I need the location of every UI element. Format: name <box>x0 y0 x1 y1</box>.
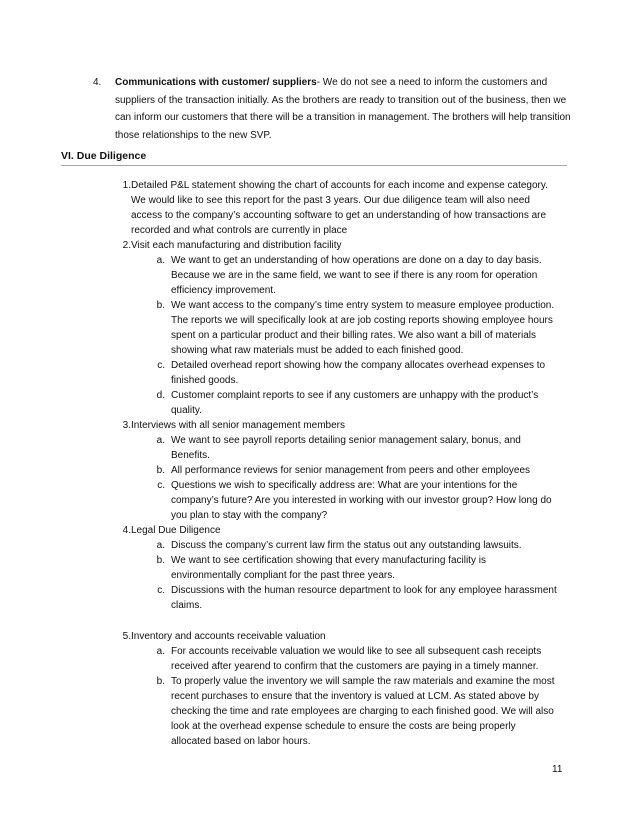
item-body: - We do not see a need to inform the customers and suppliers of the transaction initially. As the brothers are ready to transition out of the business, then we can inform our customers that there will be a transition in management. The brothers will help transition those relationships to the new SVP. <box>115 77 571 141</box>
sub-list-text: Questions we wish to specifically address are: What are your intentions for the company’s future? Are you interested in working with our investor group? How long do you plan to stay with the company? <box>171 480 552 521</box>
sub-list-letter: d. <box>156 390 165 401</box>
sub-list-text: To properly value the inventory we will sample the raw materials and examine the most recent purchases to ensure that the inventory is valued at LCM. As stated above by checking the time and rate employees are charging to each finished good. We will also look at the overhead expense schedule to ensure the costs are being properly allocated based on labor hours. <box>171 676 555 747</box>
sub-list-letter: c. <box>157 480 165 491</box>
sub-list-letter: a. <box>156 646 165 657</box>
sub-list-text: Discussions with the human resource department to look for any employee harassment claims. <box>171 585 557 611</box>
list-item-text: Inventory and accounts receivable valuation <box>131 631 326 642</box>
sub-list-text: We want to get an understanding of how operations are done on a day to day basis. Because we are in the same field, we want to see if there is any room for operation efficiency improvement. <box>171 255 542 296</box>
list-item-text: Interviews with all senior management members <box>131 420 345 431</box>
section-divider <box>61 165 567 166</box>
list-number: 2. <box>122 240 131 251</box>
list-item-text: Visit each manufacturing and distribution facility <box>131 240 342 251</box>
sub-list-item <box>61 358 561 388</box>
due-diligence-list-continued <box>61 629 561 749</box>
list-item-communications <box>93 74 573 144</box>
list-number: 3. <box>122 420 131 431</box>
sub-list-text: We want access to the company’s time entry system to measure employee production. The reports we will specifically look at are job costing reports showing employee hours spent on a particular product and their billing rates. We also want a bill of materials showing what raw materials must be added to each finished good. <box>171 300 555 356</box>
list-item <box>61 523 561 538</box>
sub-list-text: Discuss the company’s current law firm the status out any outstanding lawsuits. <box>171 540 522 551</box>
sub-list-item <box>61 553 561 583</box>
list-number: 1. <box>122 180 131 191</box>
sub-list-item <box>61 433 561 463</box>
sub-list-letter: a. <box>156 435 165 446</box>
sub-list-item <box>61 253 561 298</box>
sub-list-item <box>61 463 561 478</box>
sub-list-text: All performance reviews for senior management from peers and other employees <box>171 465 531 476</box>
sub-list-item <box>61 478 561 523</box>
list-item <box>61 629 561 644</box>
list-item <box>61 178 561 238</box>
sub-list-text: We want to see certification showing that every manufacturing facility is environmentally compliant for the past three years. <box>171 555 486 581</box>
section-heading: VI. Due Diligence <box>61 150 147 162</box>
sub-list-item <box>61 583 561 613</box>
sub-list-text: For accounts receivable valuation we would like to see all subsequent cash receipts received after yearend to confirm that the customers are paying in a timely manner. <box>171 646 542 672</box>
sub-list-letter: c. <box>157 585 165 596</box>
due-diligence-list <box>61 178 561 613</box>
sub-list-item <box>61 388 561 418</box>
list-item <box>61 238 561 253</box>
page-number: 11 <box>552 764 563 775</box>
list-item-text: Detailed P&L statement showing the chart of accounts for each income and expense category. We would like to see this report for the past 3 years. Our due diligence team will also need access to the company’s accounting software to get an understanding of how transactions are recorded and what controls are currently in place <box>131 180 548 236</box>
list-number: 4. <box>122 525 131 536</box>
sub-list-item <box>61 674 561 749</box>
sub-list-text: Detailed overhead report showing how the company allocates overhead expenses to finished goods. <box>171 360 546 386</box>
sub-list-text: We want to see payroll reports detailing senior management salary, bonus, and Benefits. <box>171 435 521 461</box>
sub-list-item <box>61 298 561 358</box>
sub-list-letter: c. <box>157 360 165 371</box>
sub-list-letter: a. <box>156 255 165 266</box>
sub-list-letter: b. <box>156 676 165 687</box>
sub-list-letter: b. <box>156 300 165 311</box>
list-number: 4. <box>93 77 102 88</box>
sub-list-item <box>61 644 561 674</box>
list-item-text: Legal Due Diligence <box>131 525 221 536</box>
sub-list-text: Customer complaint reports to see if any customers are unhappy with the product’s quality. <box>171 390 539 416</box>
sub-list-letter: a. <box>156 540 165 551</box>
item-heading: Communications with customer/ suppliers <box>115 77 317 88</box>
sub-list-item <box>61 538 561 553</box>
sub-list-letter: b. <box>156 555 165 566</box>
list-number: 5. <box>122 631 131 642</box>
sub-list-letter: b. <box>156 465 165 476</box>
list-item-text <box>115 74 573 144</box>
list-item <box>61 418 561 433</box>
